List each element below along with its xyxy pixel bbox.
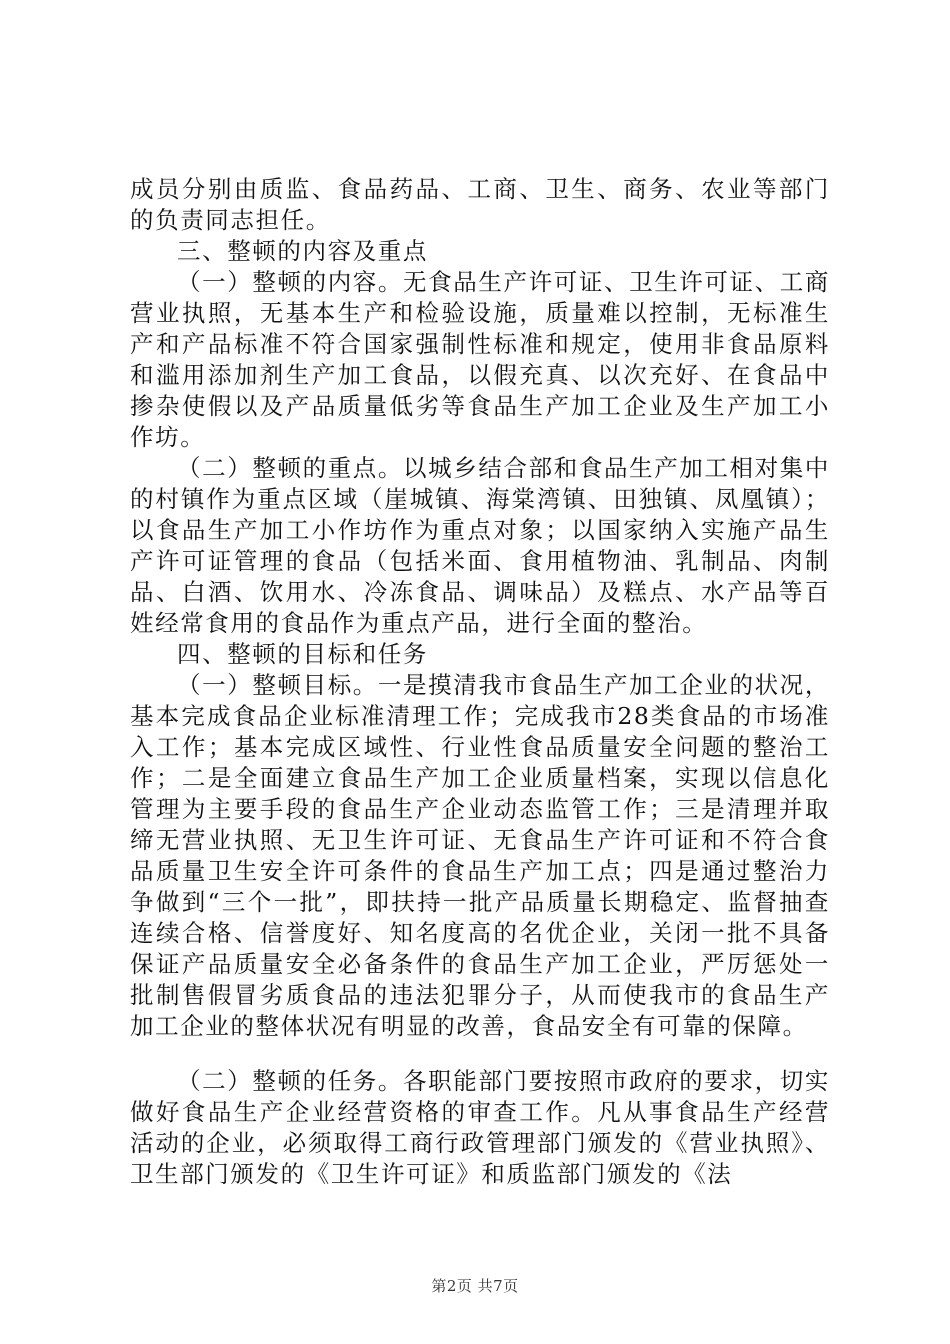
paragraph-goals: （一）整顿目标。一是摸清我市食品生产加工企业的状况，基本完成食品企业标准清理工作；完成我市28类食品的市场准入工作；基本完成区域性、行业性食品质量安全问题的整治工作；二是全面建立食品生产加工企业质量档案，实现以信息化管理为主要手段的食品生产企业动态监管工作；三是清理并取缔无营业执照、无卫生许可证、无食品生产许可证和不符合食品质量卫生安全许可条件的食品生产加工点；四是通过整治力争做到“三个一批”，即扶持一批产品质量长期稳定、监督抽查连续合格、信誉度好、知名度高的名优企业，关闭一批不具备保证产品质量安全必备条件的食品生产加工企业，严厉惩处一批制售假冒劣质食品的违法犯罪分子，从而使我市的食品生产加工企业的整体状况有明显的改善，食品安全有可靠的保障。 [130, 671, 830, 1040]
document-body [130, 174, 830, 1190]
paragraph-focus: （二）整顿的重点。以城乡结合部和食品生产加工相对集中的村镇作为重点区域（崖城镇、海棠湾镇、田独镇、凤凰镇）；以食品生产加工小作坊作为重点对象；以国家纳入实施产品生产许可证管理的食品（包括米面、食用植物油、乳制品、肉制品、白酒、饮用水、冷冻食品、调味品）及糕点、水产品等百姓经常食用的食品作为重点产品，进行全面的整治。 [130, 454, 830, 637]
section-heading-4: 四、整顿的目标和任务 [177, 640, 428, 668]
section-heading-3: 三、整顿的内容及重点 [177, 237, 428, 265]
paragraph-tasks: （二）整顿的任务。各职能部门要按照市政府的要求，切实做好食品生产企业经营资格的审查工作。凡从事食品生产经营活动的企业，必须取得工商行政管理部门颁发的《营业执照》、卫生部门颁发的《卫生许可证》和质监部门颁发的《法 [130, 1067, 830, 1188]
paragraph-continuation: 成员分别由质监、食品药品、工商、卫生、商务、农业等部门的负责同志担任。 [130, 175, 830, 234]
paragraph-content: （一）整顿的内容。无食品生产许可证、卫生许可证、工商营业执照，无基本生产和检验设施，质量难以控制，无标准生产和产品标准不符合国家强制性标准和规定，使用非食品原料和滥用添加剂生产加工食品，以假充真、以次充好、在食品中掺杂使假以及产品质量低劣等食品生产加工企业及生产加工小作坊。 [130, 268, 830, 451]
page-number-footer: 第2页 共7页 [431, 1277, 519, 1295]
